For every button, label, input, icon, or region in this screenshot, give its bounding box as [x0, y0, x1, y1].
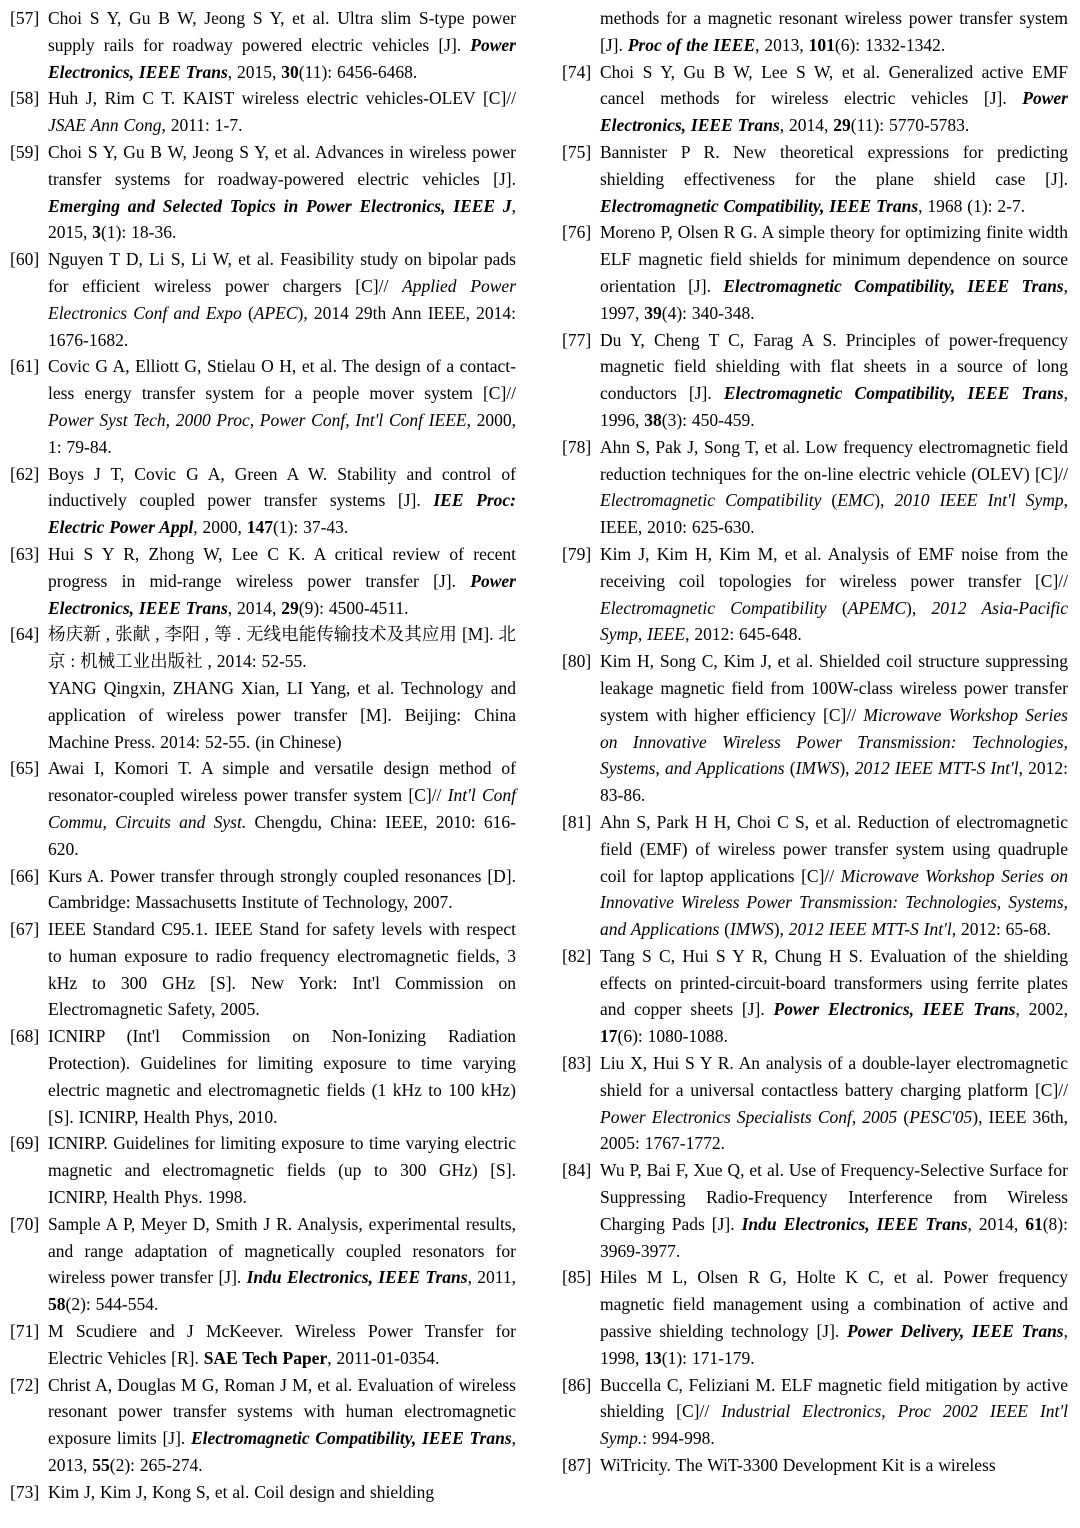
reference-text: , 2000, 1: 79-84.: [48, 409, 517, 457]
reference-number: [69]: [10, 1133, 40, 1154]
reference-number: [61]: [10, 356, 40, 377]
reference-text: 101: [808, 34, 835, 55]
reference-text: 55: [92, 1455, 110, 1476]
reference-item: [562, 1264, 1068, 1371]
reference-text: SAE Tech Paper: [203, 1347, 328, 1368]
reference-text: 30: [281, 61, 299, 82]
reference-item: [10, 5, 516, 85]
reference-text: Liu X, Hui S Y R. An analysis of a double-layer electromagnetic shield for a universal contactless battery charging platform [C]//: [600, 1053, 1068, 1100]
reference-text: Power Syst Tech, 2000 Proc, Power Conf, Int'l Conf IEEE: [48, 409, 467, 430]
reference-text: Awai I, Komori T. A simple and versatile design method of resonator-coupled wireless power transfer system [C]//: [48, 758, 516, 806]
reference-number: [77]: [562, 329, 592, 350]
references-column-right: [562, 5, 1068, 1528]
reference-text: ),: [773, 919, 789, 940]
reference-text: , 2013,: [48, 1428, 516, 1476]
reference-text: , 1998,: [600, 1321, 1068, 1368]
reference-number: [80]: [562, 651, 592, 672]
reference-text: , 2015,: [227, 61, 282, 82]
reference-number: [66]: [10, 865, 40, 886]
reference-text: , 2012: 645-648.: [685, 624, 802, 645]
reference-text: Christ A, Douglas M G, Roman J M, et al. Evaluation of wireless resonant power transfer systems with human electromagnetic exposure limits [J].: [48, 1374, 516, 1449]
reference-text: ), 2014 29th Ann IEEE, 2014: 1676-1682.: [48, 302, 517, 350]
reference-text: 2012 IEEE MTT-S Int'l: [854, 758, 1019, 779]
reference-number: [74]: [562, 61, 592, 82]
reference-item: [562, 434, 1068, 541]
reference-text: (2): 544-554.: [65, 1294, 159, 1315]
reference-text: ICNIRP. Guidelines for limiting exposure to time varying electric magnetic and electromagnetic fields (up to 300 GHz) [S]. ICNIRP, Health Phys. 1998.: [48, 1133, 516, 1208]
reference-text: Electromagnetic Compatibility, IEEE Trans: [191, 1428, 512, 1449]
reference-text: Sample A P, Meyer D, Smith J R. Analysis, experimental results, and range adaptation of magnetically coupled resonators for wireless power transfer [J].: [48, 1213, 516, 1288]
reference-text: 13: [644, 1347, 662, 1368]
reference-text: Kim H, Song C, Kim J, et al. Shielded coil structure suppressing leakage magnetic field from 100W-class wireless power transfer system with higher efficiency [C]//: [600, 651, 1068, 725]
reference-item: [562, 648, 1068, 809]
reference-text: (: [241, 302, 254, 323]
reference-text: Choi S Y, Gu B W, Lee S W, et al. Generalized active EMF cancel methods for wireless electric vehicles [J].: [600, 61, 1068, 109]
reference-text: Kim J, Kim J, Kong S, et al. Coil design and shielding: [48, 1481, 435, 1502]
reference-text: , 1996,: [600, 383, 1068, 430]
reference-text: (: [821, 490, 838, 511]
reference-text: IMWS: [729, 919, 774, 940]
reference-text: , 2014,: [967, 1213, 1026, 1234]
reference-text: Choi S Y, Gu B W, Jeong S Y, et al. Ultra slim S-type power supply rails for roadway powered electric vehicles [J].: [48, 8, 516, 55]
reference-number: [73]: [10, 1481, 40, 1502]
reference-number: [68]: [10, 1026, 40, 1047]
reference-item: [562, 219, 1068, 326]
reference-item: [562, 1050, 1068, 1157]
reference-number: [87]: [562, 1455, 592, 1476]
reference-text: (4): 340-348.: [661, 302, 755, 323]
reference-text: Ahn S, Park H H, Choi C S, et al. Reduction of electromagnetic field (EMF) of wireless power transfer system using quadruple coil for laptop applications [C]//: [600, 811, 1068, 886]
reference-text: 2012 Asia-Pacific Symp, IEEE: [600, 597, 1068, 645]
reference-text: (: [784, 758, 796, 779]
reference-text: ICNIRP (Int'l Commission on Non-Ionizing Radiation Protection). Guidelines for limiting exposure to time varying electric magnetic and electromagnetic fields (1 kHz to 100 kHz) [S]. ICNIRP, Health Phys, 2010.: [48, 1026, 516, 1127]
reference-text: (1): 18-36.: [101, 222, 177, 243]
reference-text: , 2011,: [467, 1267, 516, 1288]
reference-text: Moreno P, Olsen R G. A simple theory for optimizing finite width ELF magnetic field shields for minimum dependence on source orientation [J].: [600, 222, 1068, 296]
reference-item: [10, 863, 516, 917]
reference-item: [10, 1023, 516, 1130]
reference-text: Kurs A. Power transfer through strongly coupled resonances [D]. Cambridge: Massachusetts Institute of Technology, 2007.: [48, 865, 516, 913]
reference-text: Microwave Workshop Series on Innovative Wireless Power Transmission: Technologies, Systems, and Applications: [600, 704, 1068, 779]
reference-text: (3): 450-459.: [661, 409, 755, 430]
reference-text: IMWS: [795, 758, 840, 779]
reference-text: WiTricity. The WiT-3300 Development Kit is a wireless: [600, 1455, 996, 1476]
reference-text: (1): 37-43.: [272, 517, 349, 538]
reference-text: (11): 6456-6468.: [298, 61, 418, 82]
reference-text: , 2002,: [1015, 999, 1068, 1020]
reference-number: [64]: [10, 624, 40, 645]
reference-text: Indu Electronics, IEEE Trans: [246, 1267, 468, 1288]
reference-item: [562, 541, 1068, 648]
reference-item: [562, 1157, 1068, 1264]
reference-text: Electromagnetic Compatibility: [600, 490, 822, 511]
reference-text: PESC'05: [909, 1106, 973, 1127]
reference-item: [10, 1372, 516, 1479]
reference-number: [72]: [10, 1374, 40, 1395]
reference-item: [562, 139, 1068, 219]
reference-text: Indu Electronics, IEEE Trans: [741, 1213, 968, 1234]
reference-text: Ahn S, Pak J, Song T, et al. Low frequency electromagnetic field reduction techniques for the on-line electric vehicle (OLEV) [C]//: [600, 436, 1068, 484]
reference-text: ),: [839, 758, 855, 779]
reference-text: Industrial Electronics, Proc 2002 IEEE Int'l Symp.: [600, 1401, 1068, 1449]
reference-continuation: [562, 5, 1068, 59]
reference-text: Covic G A, Elliott G, Stielau O H, et al. The design of a contact-less energy transfer system for a people mover system [C]//: [48, 356, 516, 404]
reference-number: [83]: [562, 1053, 592, 1074]
reference-text: Boys J T, Covic G A, Green A W. Stability and control of inductively coupled power transfer systems [J].: [48, 463, 516, 511]
reference-text: 17: [600, 1026, 618, 1047]
reference-number: [71]: [10, 1321, 40, 1342]
reference-text: methods for a magnetic resonant wireless power transfer system [J].: [600, 8, 1068, 55]
reference-text: (: [897, 1106, 910, 1127]
reference-text: Buccella C, Feliziani M. ELF magnetic field mitigation by active shielding [C]//: [600, 1374, 1068, 1422]
reference-text: Electromagnetic Compatibility, IEEE Trans: [723, 275, 1064, 296]
reference-text: IEEE Standard C95.1. IEEE Stand for safety levels with respect to human exposure to radio frequency electromagnetic fields, 3 kHz to 300 GHz [S]. New York: Int'l Commission on Electromagnetic Safety, 2005.: [48, 919, 516, 1020]
reference-text: Hiles M L, Olsen R G, Holte K C, et al. Power frequency magnetic field management using a combination of active and passive shielding technology [J].: [600, 1267, 1068, 1342]
reference-text: Applied Power Electronics Conf and Expo: [48, 275, 517, 323]
reference-text: APEC: [253, 302, 298, 323]
reference-text: M Scudiere and J McKeever. Wireless Power Transfer for Electric Vehicles [R].: [48, 1321, 516, 1368]
reference-text: Power Electronics, IEEE Trans: [48, 34, 516, 82]
reference-text: , 2014,: [779, 115, 834, 136]
reference-text: 2010 IEEE Int'l Symp: [894, 490, 1064, 511]
reference-number: [70]: [10, 1213, 40, 1234]
reference-text: (11): 5770-5783.: [850, 115, 970, 136]
reference-number: [67]: [10, 919, 40, 940]
reference-item: [10, 621, 516, 755]
reference-text: 3: [92, 222, 101, 243]
reference-number: [79]: [562, 543, 592, 564]
reference-text: , 2014,: [227, 597, 282, 618]
reference-text: ),: [906, 597, 932, 618]
reference-text: Power Delivery, IEEE Trans: [846, 1321, 1064, 1342]
reference-item: [10, 1130, 516, 1210]
reference-number: [84]: [562, 1160, 592, 1181]
reference-item: [562, 327, 1068, 434]
reference-text: Power Electronics, IEEE Trans: [48, 570, 516, 618]
reference-text: ), IEEE 36th, 2005: 1767-1772.: [600, 1106, 1068, 1154]
reference-text: Emerging and Selected Topics in Power Electronics, IEEE J: [48, 195, 512, 216]
reference-number: [81]: [562, 811, 592, 832]
reference-text: YANG Qingxin, ZHANG Xian, LI Yang, et al. Technology and application of wireless power transfer [M]. Beijing: China Machine Press. 2014: 52-55. (in Chinese): [48, 677, 516, 752]
reference-text: , 2012: 65-68.: [951, 919, 1051, 940]
reference-text: 杨庆新 , 张献 , 李阳 , 等 . 无线电能传输技术及其应用 [M]. 北京 : 机械工业出版社 , 2014: 52-55.: [48, 624, 516, 672]
reference-number: [62]: [10, 463, 40, 484]
reference-text: , IEEE, 2010: 625-630.: [600, 490, 1068, 538]
reference-number: [57]: [10, 8, 40, 28]
reference-text: Wu P, Bai F, Xue Q, et al. Use of Frequency-Selective Surface for Suppressing Radio-Frequency Interference from Wireless Charging Pads [J].: [600, 1160, 1068, 1234]
reference-text: Electromagnetic Compatibility, IEEE Trans: [600, 195, 919, 216]
reference-text: 58: [48, 1294, 66, 1315]
reference-item: [10, 1479, 516, 1506]
references-column-left: [10, 5, 516, 1528]
reference-item: [10, 916, 516, 1023]
reference-number: [76]: [562, 222, 592, 243]
reference-text: Nguyen T D, Li S, Li W, et al. Feasibility study on bipolar pads for efficient wireless power chargers [C]//: [48, 249, 516, 296]
reference-item: [562, 943, 1068, 1050]
reference-text: Huh J, Rim C T. KAIST wireless electric vehicles-OLEV [C]//: [48, 88, 516, 109]
reference-text: (6): 1332-1342.: [834, 34, 946, 55]
reference-item: [562, 809, 1068, 943]
reference-text: Chengdu, China: IEEE, 2010: 616-620.: [48, 811, 516, 859]
reference-text: 147: [246, 517, 273, 538]
reference-text: : 994-998.: [642, 1428, 715, 1449]
reference-text: 29: [833, 115, 851, 136]
reference-text: , 1997,: [600, 275, 1068, 323]
reference-item: [10, 461, 516, 541]
reference-text: JSAE Ann Cong: [48, 115, 162, 136]
reference-text: Power Electronics, IEEE Trans: [600, 88, 1068, 136]
reference-text: Electromagnetic Compatibility, IEEE Trans: [723, 383, 1064, 404]
reference-item: [10, 541, 516, 621]
reference-number: [58]: [10, 88, 40, 109]
reference-number: [82]: [562, 945, 592, 966]
reference-text: EMC: [837, 490, 875, 511]
reference-item: [10, 755, 516, 862]
reference-text: , 1968 (1): 2-7.: [918, 195, 1026, 216]
reference-text: , 2000,: [193, 517, 247, 538]
reference-text: , 2012: 83-86.: [600, 758, 1069, 806]
reference-text: 61: [1025, 1213, 1043, 1234]
reference-text: Microwave Workshop Series on Innovative Wireless Power Transmission: Technologies, Systems, and Applications: [600, 865, 1068, 940]
reference-text: (6): 1080-1088.: [617, 1026, 728, 1047]
reference-text: , 2015,: [48, 195, 516, 243]
reference-item: [10, 353, 516, 460]
reference-text: Power Electronics, IEEE Trans: [773, 999, 1016, 1020]
reference-text: Choi S Y, Gu B W, Jeong S Y, et al. Advances in wireless power transfer systems for roadway-powered electric vehicles [J].: [48, 141, 516, 189]
reference-item: [562, 59, 1068, 139]
reference-text: (9): 4500-4511.: [298, 597, 409, 618]
reference-text: 38: [644, 409, 662, 430]
reference-text: Electromagnetic Compatibility: [600, 597, 827, 618]
reference-number: [59]: [10, 141, 40, 162]
reference-number: [85]: [562, 1267, 592, 1288]
reference-text: IEE Proc: Electric Power Appl: [48, 490, 516, 538]
reference-text: ),: [874, 490, 895, 511]
reference-text: , 2011: 1-7.: [161, 115, 243, 136]
reference-text: Kim J, Kim H, Kim M, et al. Analysis of EMF noise from the receiving coil topologies for wireless power transfer [C]//: [600, 543, 1068, 591]
reference-item: [10, 1318, 516, 1372]
reference-text: 29: [281, 597, 299, 618]
reference-text: (: [719, 919, 730, 940]
reference-text: Du Y, Cheng T C, Farag A S. Principles of power-frequency magnetic field shielding with flat sheets in a source of long conductors [J].: [600, 329, 1068, 404]
reference-text: Proc of the IEEE: [627, 34, 756, 55]
reference-text: Power Electronics Specialists Conf, 2005: [600, 1106, 898, 1127]
reference-number: [75]: [562, 141, 592, 162]
reference-number: [86]: [562, 1374, 592, 1395]
reference-text: (2): 265-274.: [109, 1455, 203, 1476]
reference-item: [10, 139, 516, 246]
reference-number: [60]: [10, 249, 40, 270]
reference-text: 39: [644, 302, 662, 323]
reference-text: 2012 IEEE MTT-S Int'l: [788, 919, 952, 940]
reference-text: Int'l Conf Commu, Circuits and Syst.: [48, 785, 516, 832]
reference-text: Bannister P R. New theoretical expressions for predicting shielding effectiveness for the plane shield case [J].: [600, 141, 1068, 189]
reference-item: [562, 1452, 1068, 1479]
reference-number: [63]: [10, 543, 40, 564]
reference-text: (1): 171-179.: [661, 1347, 755, 1368]
reference-text: (8): 3969-3977.: [600, 1213, 1069, 1261]
reference-text: , 2013,: [755, 34, 809, 55]
reference-text: (: [826, 597, 848, 618]
reference-item: [562, 1372, 1068, 1452]
reference-text: APEMC: [847, 597, 907, 618]
reference-text: Tang S C, Hui S Y R, Chung H S. Evaluation of the shielding effects on printed-circuit-board transformers using ferrite plates and copper sheets [J].: [600, 945, 1068, 1020]
reference-text: Hui S Y R, Zhong W, Lee C K. A critical review of recent progress in mid-range wireless power transfer [J].: [48, 543, 516, 591]
reference-item: [10, 246, 516, 353]
reference-text: , 2011-01-0354.: [327, 1347, 440, 1368]
reference-number: [78]: [562, 436, 592, 457]
reference-item: [10, 85, 516, 139]
reference-item: [10, 1211, 516, 1318]
reference-number: [65]: [10, 758, 40, 779]
